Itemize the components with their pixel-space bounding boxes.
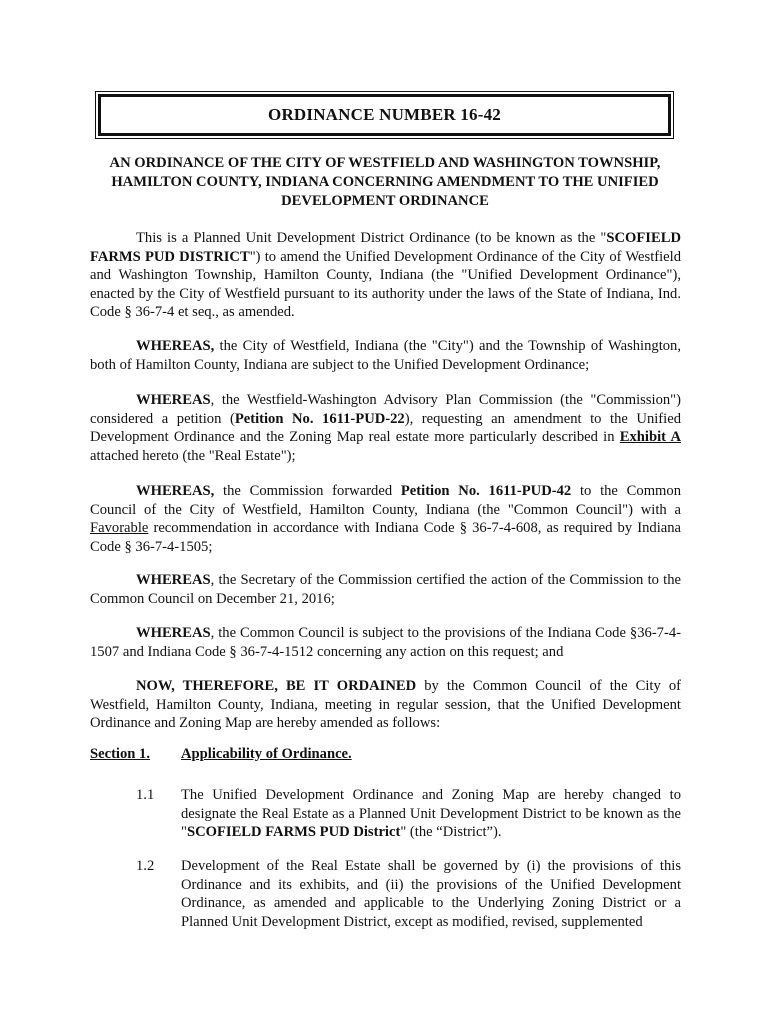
section-number: Section 1. xyxy=(90,746,150,762)
item-1-2-number: 1.2 xyxy=(136,858,155,874)
section-title: Applicability of Ordinance. xyxy=(181,746,352,762)
exhibit-a-reference: Exhibit A xyxy=(619,429,681,446)
whereas-paragraph-3: WHEREAS, the Commission forwarded Petition No. 1611-PUD-42 to the Common Council of the City of Westfield, Hamilton County, Indiana (the "Common Council") with a Favorable recommendation in accordance with Indiana Code § 36-7-4-608, as required by Indiana Code § 36-7-4-1505; xyxy=(90,483,681,555)
item-1-1-text: The Unified Development Ordinance and Zoning Map are hereby changed to designate the Real Estate as a Planned Unit Development District to be known as the "SCOFIELD FARMS PUD District" (the “District”). xyxy=(181,787,681,841)
whereas-paragraph-1: WHEREAS, the City of Westfield, Indiana (the "City") and the Township of Washington, both of Hamilton County, Indiana are subject to the Unified Development Ordinance; xyxy=(90,338,681,373)
whereas-paragraph-5: WHEREAS, the Common Council is subject to the provisions of the Indiana Code §36-7-4-1507 and Indiana Code § 36-7-4-1512 concerning any action on this request; and xyxy=(90,625,681,660)
whereas-paragraph-2: WHEREAS, the Westfield-Washington Advisory Plan Commission (the "Commission") considered a petition (Petition No. 1611-PUD-22), requesting an amendment to the Unified Development Ordinance and the Zoning Map real estate more particularly described in Exhibit A attached hereto (the "Real Estate"); xyxy=(90,392,681,464)
item-1-1-number: 1.1 xyxy=(136,787,155,803)
favorable-text: Favorable xyxy=(90,520,149,537)
intro-paragraph: This is a Planned Unit Development District Ordinance (to be known as the "SCOFIELD FARMS PUD DISTRICT") to amend the Unified Development Ordinance of the City of Westfield and Washington Township, Hamilton County, Indiana (the "Unified Development Ordinance"), enacted by the City of Westfield pursuant to its authority under the laws of the State of Indiana, Ind. Code § 36-7-4 et seq., as amended. xyxy=(90,230,681,321)
petition-number: Petition No. 1611-PUD-22 xyxy=(234,410,405,427)
pud-district-name: SCOFIELD FARMS PUD DISTRICT xyxy=(90,230,681,265)
ordinance-title: ORDINANCE NUMBER 16-42 xyxy=(98,94,671,136)
petition-number: Petition No. 1611-PUD-42 xyxy=(400,483,572,499)
now-therefore-paragraph: NOW, THEREFORE, BE IT ORDAINED by the Common Council of the City of Westfield, Hamilton County, Indiana, meeting in regular session, that the Unified Development Ordinance and Zoning Map are hereby amended as follows: xyxy=(90,678,682,732)
ordinance-subtitle: AN ORDINANCE OF THE CITY OF WESTFIELD AND WASHINGTON TOWNSHIP, HAMILTON COUNTY, INDIANA CONCERNING AMENDMENT TO THE UNIFIED DEVELOPMENT ORDINANCE xyxy=(109,155,661,209)
item-1-2-text: Development of the Real Estate shall be governed by (i) the provisions of this Ordinance and its exhibits, and (ii) the provisions of the Unified Development Ordinance, as amended and applicable to the Underlying Zoning District or a Planned Unit Development District, except as modified, revised, supplemented xyxy=(181,858,681,930)
whereas-paragraph-4: WHEREAS, the Secretary of the Commission certified the action of the Commission to the Common Council on December 21, 2016; xyxy=(90,572,681,607)
